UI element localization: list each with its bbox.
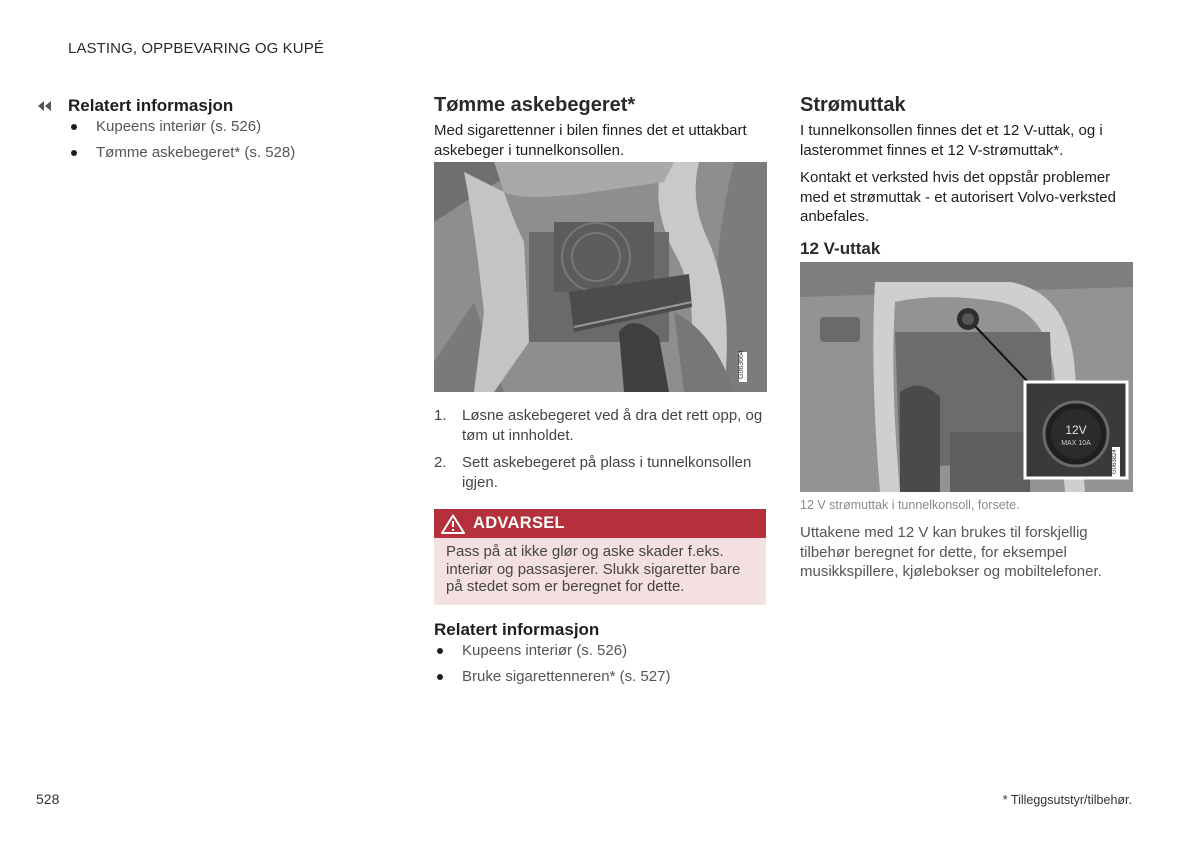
related-info-list [68, 117, 388, 169]
related-info-heading: Relatert informasjon [68, 96, 234, 115]
power-outlet-para2: Kontakt et verksted hvis det oppstår problemer med et strømuttak - et autorisert Volvo-verksted anbefales. [800, 169, 1116, 225]
related-info-heading: Relatert informasjon [434, 620, 600, 639]
socket-sublabel: MAX 10A [1061, 440, 1091, 447]
related-info-list [434, 641, 769, 693]
socket-label: 12V [1065, 423, 1087, 437]
warning-text: Pass på at ikke glør og aske skader f.eks. interiør og passasjerer. Slukk sigaretter bare på stedet som er beregnet for dette. [434, 538, 766, 605]
ashtray-steps [434, 406, 769, 500]
section-title-power-outlet: Strømuttak [800, 94, 906, 116]
subsection-title-12v: 12 V-uttak [800, 239, 881, 258]
footnote: * Tilleggsutstyr/tilbehør. [1002, 793, 1132, 807]
image-caption: 12 V strømuttak i tunnelkonsoll, forsete. [800, 498, 1020, 512]
related-link[interactable]: Kupeens interiør (s. 526) [434, 641, 769, 661]
image-code: G063664 [738, 350, 745, 379]
ashtray-image [434, 162, 767, 392]
warning-title: ADVARSEL [473, 514, 565, 532]
warning-header [434, 509, 766, 538]
warning-triangle-icon [441, 514, 465, 534]
related-link[interactable]: Bruke sigarettenneren* (s. 527) [434, 667, 769, 687]
ashtray-intro: Med sigarettenner i bilen finnes det et uttakbart askebeger i tunnelkonsollen. [434, 122, 747, 159]
step-item: 2. Sett askebegeret på plass i tunnelkonsollen igjen. [434, 454, 752, 491]
related-link[interactable]: Kupeens interiør (s. 526) [68, 117, 388, 137]
running-header: LASTING, OPPBEVARING OG KUPÉ [68, 40, 324, 57]
step-item: 1. Løsne askebegeret ved å dra det rett opp, og tøm ut innholdet. [434, 407, 763, 444]
power-outlet-para3: Uttakene med 12 V kan brukes til forskjellig tilbehør beregnet for dette, for eksempel musikkspillere, kjølebokser og mobiltelefoner. [800, 524, 1102, 580]
page-number: 528 [36, 791, 60, 807]
power-outlet-para1: I tunnelkonsollen finnes det et 12 V-uttak, og i lasterommet finnes et 12 V-strømuttak*. [800, 122, 1103, 159]
image-code: G063824 [1112, 449, 1118, 474]
section-title-ashtray: Tømme askebegeret* [434, 94, 636, 116]
warning-box [434, 509, 766, 605]
outlet-image [800, 262, 1133, 492]
related-link[interactable]: Tømme askebegeret* (s. 528) [68, 143, 388, 163]
back-icon[interactable] [36, 99, 54, 111]
